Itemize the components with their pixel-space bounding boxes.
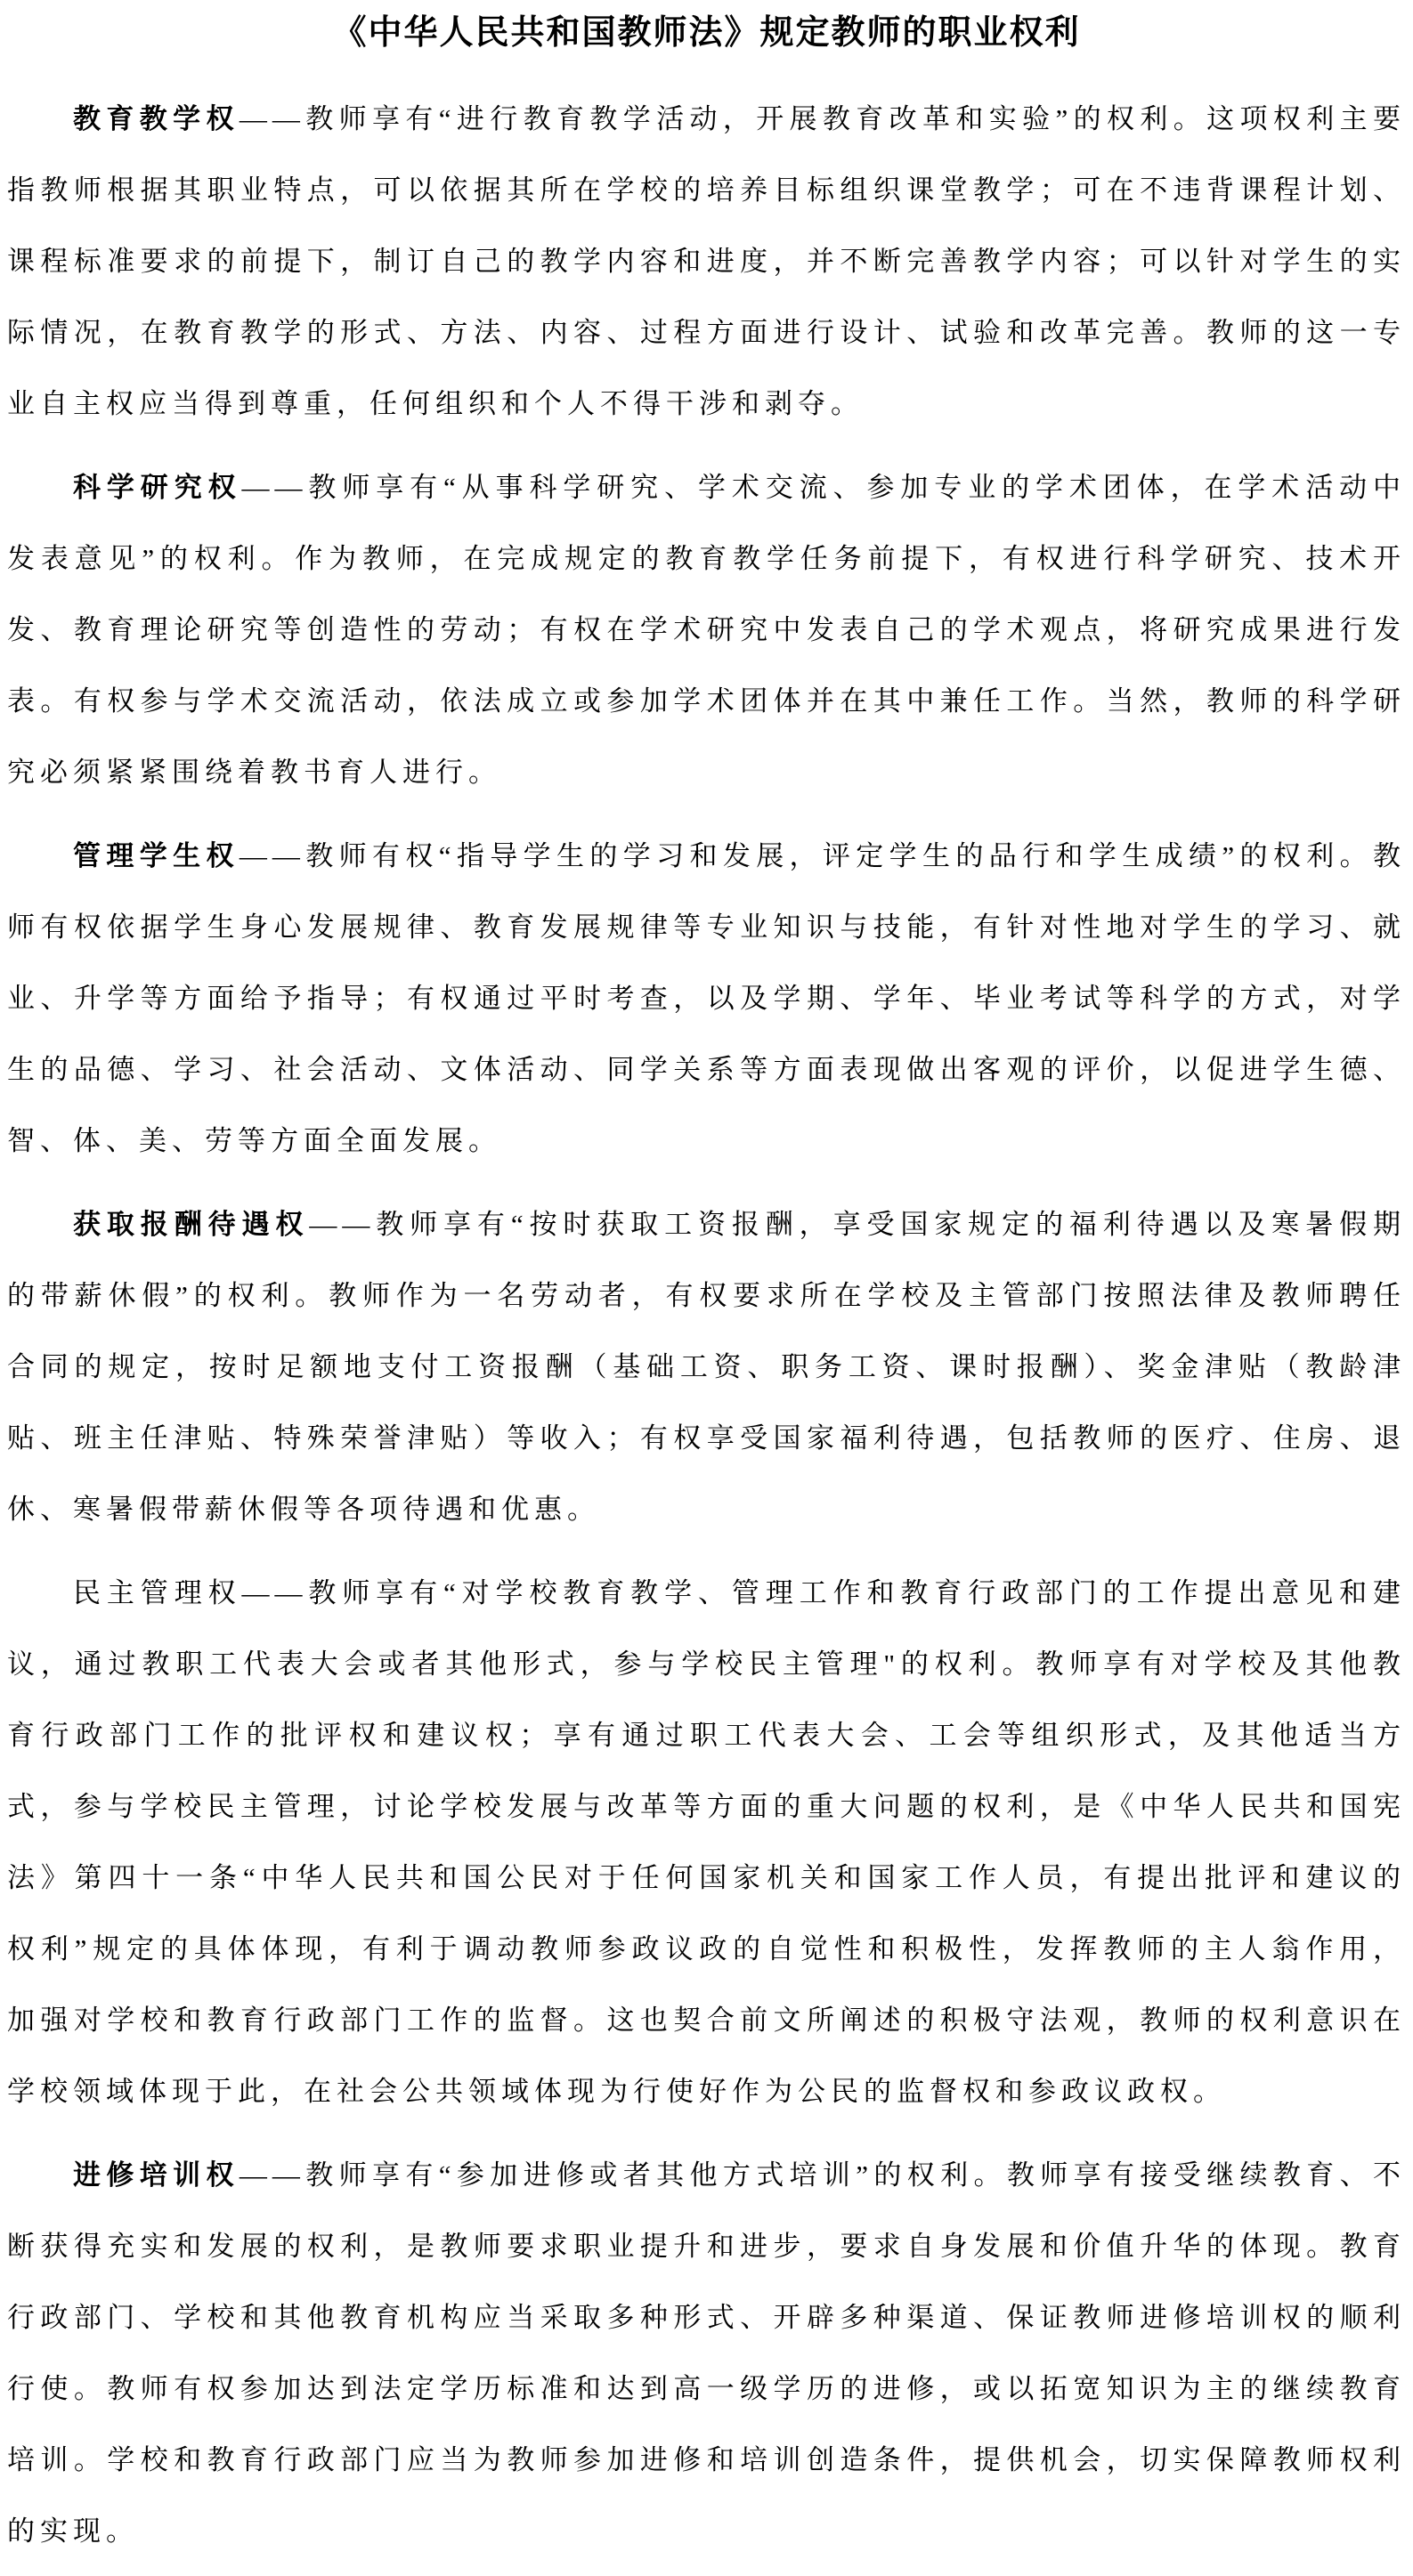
paragraph-term: 科学研究权 xyxy=(73,472,242,503)
paragraph-text: ——教师享有“参加进修或者其他方式培训”的权利。教师享有接受继续教育、不断获得充实和发展的权利，是教师要求职业提升和进步，要求自身发展和价值升华的体现。教育行政部门、学校和其他教育机构应当采取多种形式、开辟多种渠道、保证教师进修培训权的顺利行使。教师有权参加达到法定学历标准和达到高一级学历的进修，或以拓宽知识为主的继续教育培训。学校和教育行政部门应当为教师参加进修和培训创造条件，提供机会，切实保障教师权利的实现。 xyxy=(7,2159,1407,2547)
paragraph-remuneration-benefits xyxy=(7,1189,1406,1545)
paragraph-term: 获取报酬待遇权 xyxy=(73,1209,310,1240)
paragraph-text: ——教师享有“按时获取工资报酬，享受国家规定的福利待遇以及寒暑假期的带薪休假”的权利。教师作为一名劳动者，有权要求所在学校及主管部门按照法律及教师聘任合同的规定，按时足额地支付工资报酬（基础工资、职务工资、课时报酬）、奖金津贴（教龄津贴、班主任津贴、特殊荣誉津贴）等收入；有权享受国家福利待遇，包括教师的医疗、住房、退休、寒暑假带薪休假等各项待遇和优惠。 xyxy=(7,1209,1406,1525)
paragraph-student-management xyxy=(7,821,1406,1177)
paragraph-text: ——教师有权“指导学生的学习和发展，评定学生的品行和学生成绩”的权利。教师有权依据学生身心发展规律、教育发展规律等专业知识与技能，有针对性地对学生的学习、就业、升学等方面给予指导；有权通过平时考查，以及学期、学年、毕业考试等科学的方式，对学生的品德、学习、社会活动、文体活动、同学关系等方面表现做出客观的评价，以促进学生德、智、体、美、劳等方面全面发展。 xyxy=(7,840,1407,1156)
document-title: 《中华人民共和国教师法》规定教师的职业权利 xyxy=(332,14,1081,52)
paragraph-term: 管理学生权 xyxy=(73,840,240,871)
paragraph-scientific-research xyxy=(7,452,1406,808)
paragraph-term: 教育教学权 xyxy=(73,103,240,134)
paragraph-further-training xyxy=(7,2140,1406,2567)
paragraph-education-teaching xyxy=(7,84,1406,440)
paragraph-term: 进修培训权 xyxy=(73,2159,240,2191)
paragraph-term: 民主管理权 xyxy=(73,1577,242,1608)
paragraph-text: ——教师享有“对学校教育教学、管理工作和教育行政部门的工作提出意见和建议，通过教职工代表大会或者其他形式，参与学校民主管理"的权利。教师享有对学校及其他教育行政部门工作的批评权和建议权；享有通过职工代表大会、工会等组织形式，及其他适当方式，参与学校民主管理，讨论学校发展与改革等方面的重大问题的权利，是《中华人民共和国宪法》第四十一条“中华人民共和国公民对于任何国家机关和国家工作人员，有提出批评和建议的权利”规定的具体体现，有利于调动教师参政议政的自觉性和积极性，发挥教师的主人翁作用，加强对学校和教育行政部门工作的监督。这也契合前文所阐述的积极守法观，教师的权利意识在学校领域体现于此，在社会公共领域体现为行使好作为公民的监督权和参政议政权。 xyxy=(7,1577,1407,2107)
paragraph-democratic-management xyxy=(7,1558,1406,2127)
paragraph-text: ——教师享有“进行教育教学活动，开展教育改革和实验”的权利。这项权利主要指教师根据其职业特点，可以依据其所在学校的培养目标组织课堂教学；可在不违背课程计划、课程标准要求的前提下，制订自己的教学内容和进度，并不断完善教学内容；可以针对学生的实际情况，在教育教学的形式、方法、内容、过程方面进行设计、试验和改革完善。教师的这一专业自主权应当得到尊重，任何组织和个人不得干涉和剥夺。 xyxy=(7,103,1407,419)
paragraph-text: ——教师享有“从事科学研究、学术交流、参加专业的学术团体，在学术活动中发表意见”的权利。作为教师，在完成规定的教育教学任务前提下，有权进行科学研究、技术开发、教育理论研究等创造性的劳动；有权在学术研究中发表自己的学术观点，将研究成果进行发表。有权参与学术交流活动，依法成立或参加学术团体并在其中兼任工作。当然，教师的科学研究必须紧紧围绕着教书育人进行。 xyxy=(7,472,1407,788)
